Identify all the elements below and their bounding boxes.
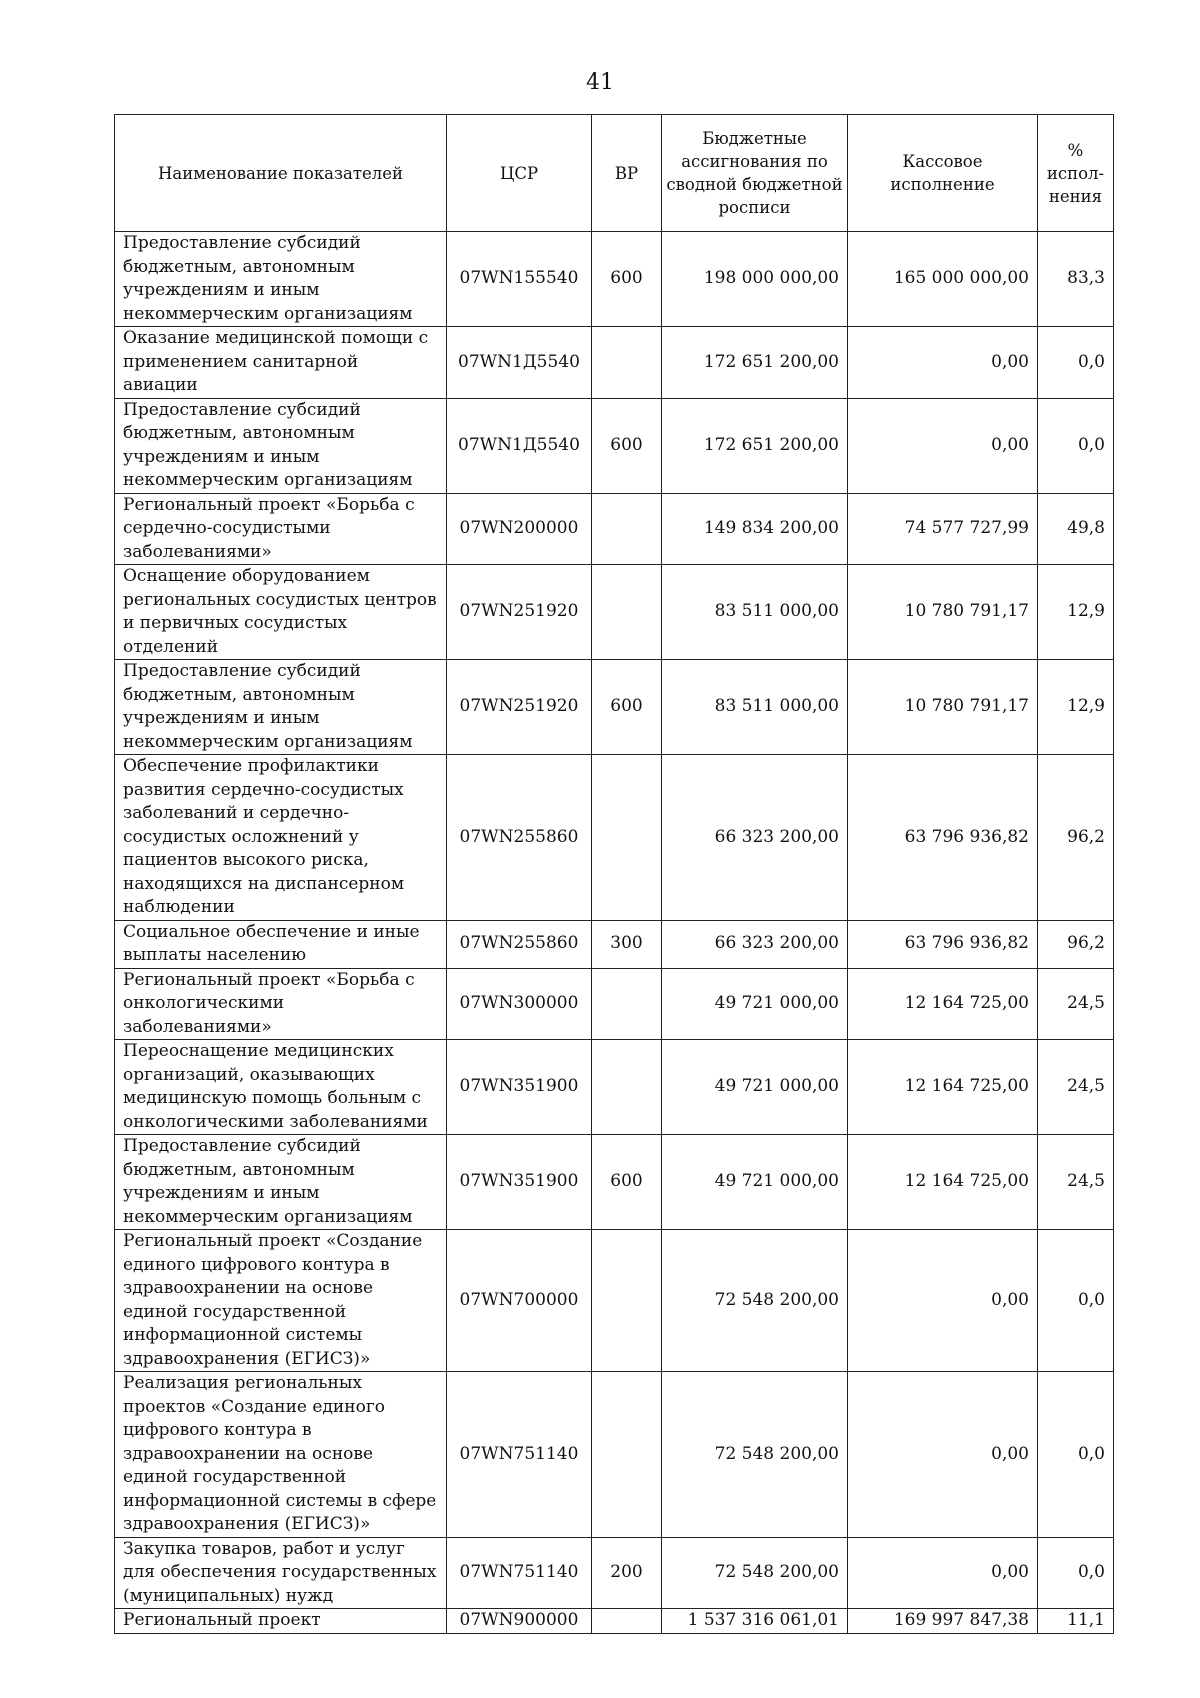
- cell-csr: 07WN155540: [447, 232, 592, 327]
- cell-csr: 07WN200000: [447, 493, 592, 565]
- header-cash: Кассовое исполнение: [848, 115, 1038, 232]
- cell-csr: 07WN751140: [447, 1372, 592, 1538]
- table-row: [115, 755, 1114, 921]
- table-row: [115, 565, 1114, 660]
- cell-vr: 300: [592, 920, 662, 968]
- cell-budget: 83 511 000,00: [662, 660, 848, 755]
- cell-vr: 600: [592, 232, 662, 327]
- cell-csr: 07WN1Д5540: [447, 327, 592, 399]
- cell-percent: 96,2: [1038, 755, 1114, 921]
- cell-name: Переоснащение медицинских организаций, оказывающих медицинскую помощь больным с онкологическими заболеваниями: [115, 1040, 447, 1135]
- table-header-row: [115, 115, 1114, 232]
- cell-cash: 74 577 727,99: [848, 493, 1038, 565]
- cell-budget: 49 721 000,00: [662, 1135, 848, 1230]
- header-name: Наименование показателей: [115, 115, 447, 232]
- table-row: [115, 327, 1114, 399]
- page-number: 41: [586, 70, 614, 95]
- cell-csr: 07WN251920: [447, 565, 592, 660]
- cell-name: Региональный проект: [115, 1609, 447, 1634]
- cell-budget: 172 651 200,00: [662, 398, 848, 493]
- cell-percent: 83,3: [1038, 232, 1114, 327]
- cell-budget: 66 323 200,00: [662, 755, 848, 921]
- cell-name: Оказание медицинской помощи с применением санитарной авиации: [115, 327, 447, 399]
- cell-csr: 07WN255860: [447, 755, 592, 921]
- cell-name: Закупка товаров, работ и услуг для обеспечения государственных (муниципальных) нужд: [115, 1537, 447, 1609]
- header-vr: ВР: [592, 115, 662, 232]
- cell-csr: 07WN251920: [447, 660, 592, 755]
- cell-budget: 66 323 200,00: [662, 920, 848, 968]
- cell-percent: 12,9: [1038, 660, 1114, 755]
- cell-percent: 0,0: [1038, 1230, 1114, 1372]
- cell-budget: 149 834 200,00: [662, 493, 848, 565]
- cell-csr: 07WN1Д5540: [447, 398, 592, 493]
- cell-budget: 198 000 000,00: [662, 232, 848, 327]
- cell-csr: 07WN751140: [447, 1537, 592, 1609]
- cell-budget: 1 537 316 061,01: [662, 1609, 848, 1634]
- cell-vr: [592, 1372, 662, 1538]
- cell-cash: 12 164 725,00: [848, 1135, 1038, 1230]
- cell-percent: 0,0: [1038, 1372, 1114, 1538]
- cell-budget: 72 548 200,00: [662, 1230, 848, 1372]
- cell-cash: 0,00: [848, 1537, 1038, 1609]
- cell-cash: 169 997 847,38: [848, 1609, 1038, 1634]
- table-row: [115, 920, 1114, 968]
- cell-name: Предоставление субсидий бюджетным, автономным учреждениям и иным некоммерческим организациям: [115, 232, 447, 327]
- cell-name: Предоставление субсидий бюджетным, автономным учреждениям и иным некоммерческим организациям: [115, 398, 447, 493]
- table-row: [115, 1040, 1114, 1135]
- cell-budget: 172 651 200,00: [662, 327, 848, 399]
- header-budget: Бюджетные ассигнования по сводной бюджетной росписи: [662, 115, 848, 232]
- cell-percent: 0,0: [1038, 1537, 1114, 1609]
- cell-cash: 0,00: [848, 327, 1038, 399]
- table-row: [115, 398, 1114, 493]
- cell-budget: 72 548 200,00: [662, 1537, 848, 1609]
- cell-cash: 12 164 725,00: [848, 968, 1038, 1040]
- cell-csr: 07WN900000: [447, 1609, 592, 1634]
- cell-csr: 07WN255860: [447, 920, 592, 968]
- cell-name: Региональный проект «Борьба с сердечно-сосудистыми заболеваниями»: [115, 493, 447, 565]
- table-row: [115, 660, 1114, 755]
- cell-cash: 0,00: [848, 1372, 1038, 1538]
- cell-vr: 600: [592, 398, 662, 493]
- cell-name: Реализация региональных проектов «Создание единого цифрового контура в здравоохранении на основе единой государственной информационной системы в сфере здравоохранения (ЕГИСЗ)»: [115, 1372, 447, 1538]
- table-row: [115, 968, 1114, 1040]
- budget-execution-table: [114, 114, 1114, 1634]
- cell-percent: 96,2: [1038, 920, 1114, 968]
- cell-budget: 49 721 000,00: [662, 1040, 848, 1135]
- cell-cash: 165 000 000,00: [848, 232, 1038, 327]
- cell-budget: 72 548 200,00: [662, 1372, 848, 1538]
- cell-vr: [592, 565, 662, 660]
- cell-vr: 600: [592, 1135, 662, 1230]
- table-row: [115, 1230, 1114, 1372]
- cell-percent: 0,0: [1038, 327, 1114, 399]
- table-row: [115, 1372, 1114, 1538]
- cell-cash: 0,00: [848, 1230, 1038, 1372]
- cell-csr: 07WN300000: [447, 968, 592, 1040]
- cell-percent: 24,5: [1038, 1135, 1114, 1230]
- cell-name: Региональный проект «Борьба с онкологическими заболеваниями»: [115, 968, 447, 1040]
- cell-budget: 49 721 000,00: [662, 968, 848, 1040]
- cell-vr: [592, 327, 662, 399]
- cell-cash: 63 796 936,82: [848, 755, 1038, 921]
- cell-vr: [592, 1040, 662, 1135]
- cell-percent: 12,9: [1038, 565, 1114, 660]
- cell-percent: 49,8: [1038, 493, 1114, 565]
- cell-vr: [592, 1609, 662, 1634]
- cell-name: Предоставление субсидий бюджетным, автономным учреждениям и иным некоммерческим организациям: [115, 1135, 447, 1230]
- header-percent: % испол-нения: [1038, 115, 1114, 232]
- cell-name: Оснащение оборудованием региональных сосудистых центров и первичных сосудистых отделений: [115, 565, 447, 660]
- cell-vr: [592, 493, 662, 565]
- table-row: [115, 493, 1114, 565]
- cell-csr: 07WN351900: [447, 1135, 592, 1230]
- cell-vr: [592, 1230, 662, 1372]
- cell-percent: 0,0: [1038, 398, 1114, 493]
- table-row: [115, 1135, 1114, 1230]
- table-row: [115, 232, 1114, 327]
- table-row: [115, 1537, 1114, 1609]
- cell-percent: 24,5: [1038, 968, 1114, 1040]
- cell-name: Социальное обеспечение и иные выплаты населению: [115, 920, 447, 968]
- cell-cash: 63 796 936,82: [848, 920, 1038, 968]
- cell-name: Региональный проект «Создание единого цифрового контура в здравоохранении на основе единой государственной информационной системы здравоохранения (ЕГИСЗ)»: [115, 1230, 447, 1372]
- cell-cash: 10 780 791,17: [848, 565, 1038, 660]
- table-row: [115, 1609, 1114, 1634]
- cell-vr: [592, 968, 662, 1040]
- header-csr: ЦСР: [447, 115, 592, 232]
- cell-vr: 600: [592, 660, 662, 755]
- cell-cash: 10 780 791,17: [848, 660, 1038, 755]
- cell-vr: [592, 755, 662, 921]
- cell-cash: 12 164 725,00: [848, 1040, 1038, 1135]
- cell-name: Обеспечение профилактики развития сердечно-сосудистых заболеваний и сердечно-сосудистых осложнений у пациентов высокого риска, находящихся на диспансерном наблюдении: [115, 755, 447, 921]
- cell-percent: 11,1: [1038, 1609, 1114, 1634]
- cell-cash: 0,00: [848, 398, 1038, 493]
- cell-budget: 83 511 000,00: [662, 565, 848, 660]
- cell-csr: 07WN700000: [447, 1230, 592, 1372]
- cell-percent: 24,5: [1038, 1040, 1114, 1135]
- cell-name: Предоставление субсидий бюджетным, автономным учреждениям и иным некоммерческим организациям: [115, 660, 447, 755]
- cell-vr: 200: [592, 1537, 662, 1609]
- cell-csr: 07WN351900: [447, 1040, 592, 1135]
